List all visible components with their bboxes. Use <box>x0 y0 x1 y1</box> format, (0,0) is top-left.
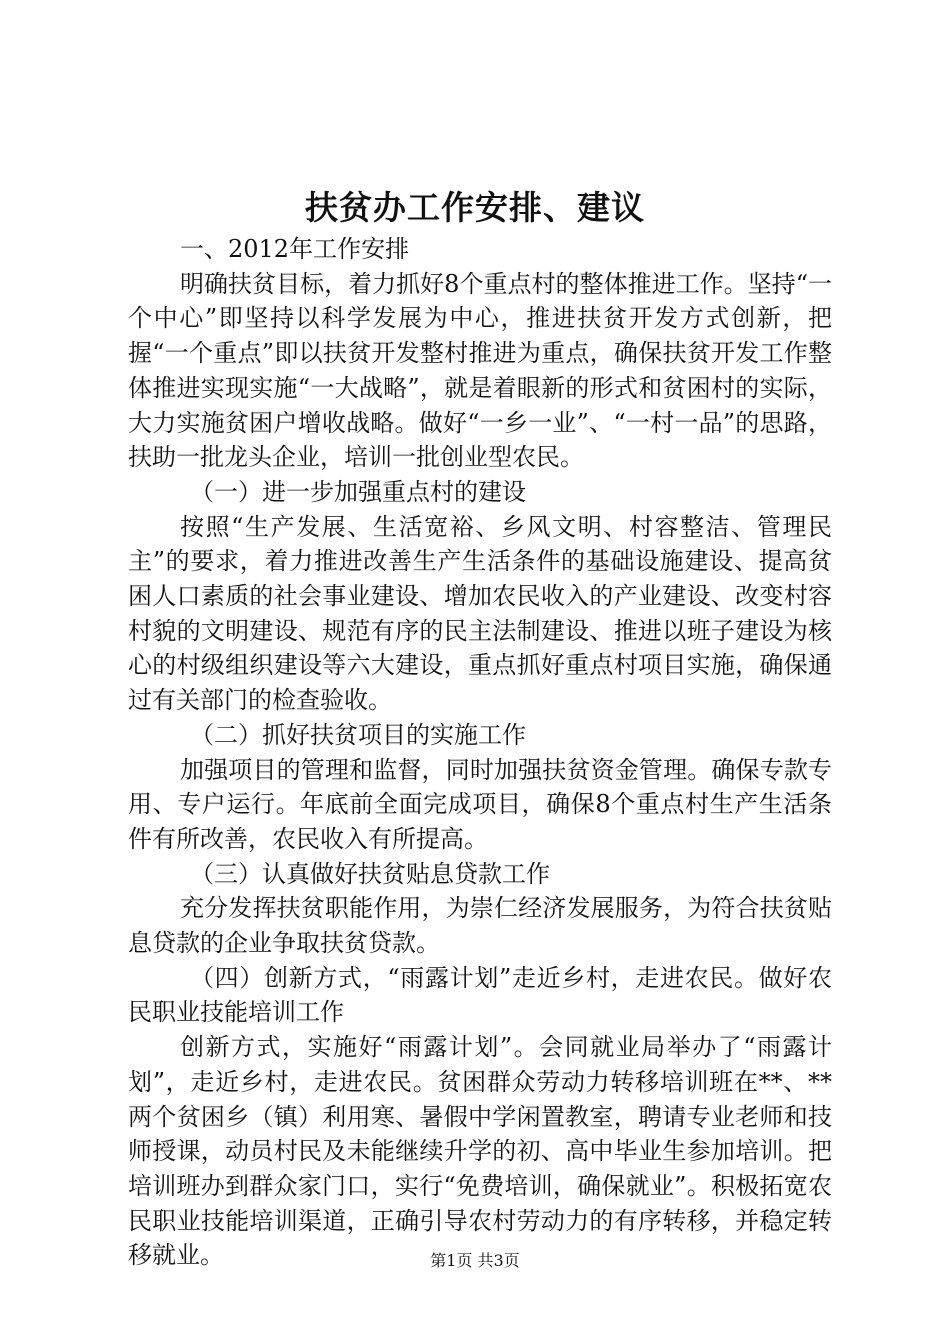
subsection-heading: （三）认真做好扶贫贴息贷款工作 <box>190 859 550 888</box>
paragraph: 充分发挥扶贫职能作用，为崇仁经济发展服务，为符合扶贫贴息贷款的企业争取扶贫贷款。 <box>128 894 832 958</box>
paragraph: 明确扶贫目标，着力抓好8个重点村的整体推进工作。坚持“一个中心”即坚持以科学发展为中心，推进扶贫开发方式创新，把握“一个重点”即以扶贫开发整村推进为重点，确保扶贫开发工作整体推进实现实施“一大战略”，就是着眼新的形式和贫困村的实际，大力实施贫困户增收战略。做好“一乡一业”、“一村一品”的思路，扶助一批龙头企业，培训一批创业型农民。 <box>128 269 832 472</box>
paragraph: 按照“生产发展、生活宽裕、乡风文明、村容整洁、管理民主”的要求，着力推进改善生产生活条件的基础设施建设、提高贫困人口素质的社会事业建设、增加农民收入的产业建设、改变村容村貌的文明建设、规范有序的民主法制建设、推进以班子建设为核心的村级组织建设等六大建设，重点抓好重点村项目实施，确保通过有关部门的检查验收。 <box>128 512 832 715</box>
subsection-heading: （二）抓好扶贫项目的实施工作 <box>190 720 526 749</box>
document-title: 扶贫办工作安排、建议 <box>305 188 645 227</box>
subsection-heading: （一）进一步加强重点村的建设 <box>190 477 526 506</box>
document-body <box>128 232 832 1273</box>
page-number-footer: 第1页 共3页 <box>430 1251 520 1270</box>
section-heading: 一、2012年工作安排 <box>180 235 410 263</box>
subsection-heading: （四）创新方式，“雨露计划”走近乡村，走进农民。做好农民职业技能培训工作 <box>128 963 832 1027</box>
paragraph: 创新方式，实施好“雨露计划”。会同就业局举办了“雨露计划”，走近乡村，走进农民。贫困群众劳动力转移培训班在**、**两个贫困乡（镇）利用寒、暑假中学闲置教室，聘请专业老师和技师授课，动员村民及未能继续升学的初、高中毕业生参加培训。把培训班办到群众家门口，实行“免费培训，确保就业”。积极拓宽农民职业技能培训渠道，正确引导农村劳动力的有序转移，并稳定转移就业。 <box>128 1033 832 1270</box>
paragraph: 加强项目的管理和监督，同时加强扶贫资金管理。确保专款专用、专户运行。年底前全面完成项目，确保8个重点村生产生活条件有所改善，农民收入有所提高。 <box>128 755 832 853</box>
